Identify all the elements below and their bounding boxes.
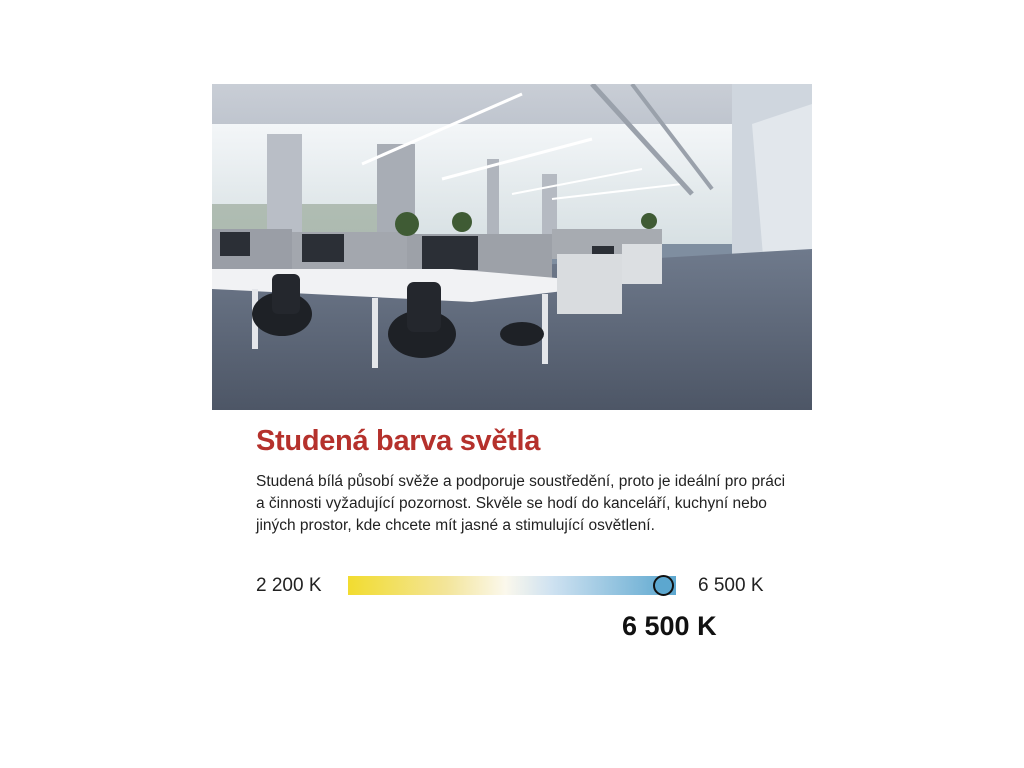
office-photo [212, 84, 812, 410]
section-description [256, 471, 786, 537]
description-line: jiných prostor, kde chcete mít jasné a stimulující osvětlení. [256, 517, 655, 534]
color-temperature-slider-handle[interactable] [653, 575, 674, 596]
scale-min-label: 2 200 K [256, 575, 322, 596]
section-title: Studená barva světla [256, 425, 541, 457]
scale-max-label: 6 500 K [698, 575, 764, 596]
current-temperature-value: 6 500 K [622, 611, 717, 641]
description-line: a činnosti vyžadující pozornost. Skvěle se hodí do kanceláří, kuchyní nebo [256, 495, 767, 512]
color-temperature-track [348, 576, 676, 595]
description-line: Studená bílá působí svěže a podporuje soustředění, proto je ideální pro práci [256, 473, 786, 490]
